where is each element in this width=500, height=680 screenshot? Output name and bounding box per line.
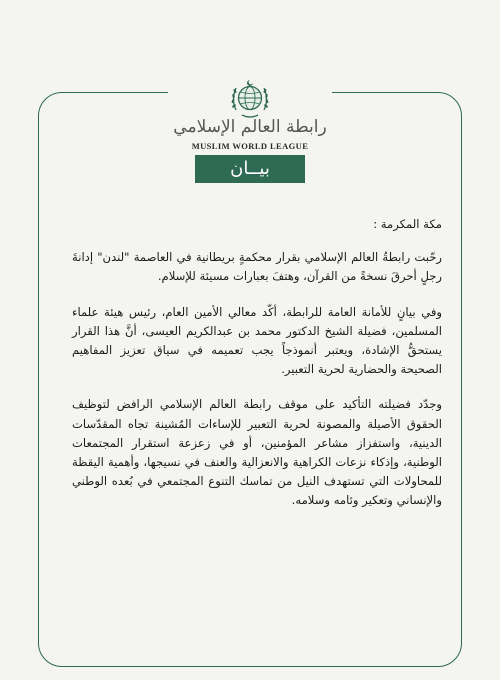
statement-body [72,215,442,527]
paragraph-3: وجدّد فضيلته التأكيد على موقف رابطة العالم الإسلامي الرافض لتوظيف الحقوق الأصيلة والمصونة لحرية التعبير للإساءات المُشينة تجاه المقدّسات الدينية، واستفزاز مشاعر المؤمنين، أو في زعزعة استقرار المجتمعات الوطنية، وإذكاء نزعات الكراهية والانعزالية والعنف في نسيجها، وأهمية اليقظة للمحاولات التي تستهدف النيل من تماسك التنوع المجتمعي في بُعده الوطني والإنساني وتعكير وئامه وسلامه. [72,397,442,508]
paragraph-2: وفي بيانٍ للأمانة العامة للرابطة، أكّد معالي الأمين العام، رئيس هيئة علماء المسلمين، فضيلة الشيخ الدكتور محمد بن عبدالكريم العيسى، أنَّ هذا القرار يستحقُّ الإشادة، ويعتبر أنموذجاً يجب تعميمه في سياق تعزيز المفاهيم الصحيحة والحضارية لحرية التعبير. [72,304,442,377]
dateline-place: مكة المكرمة : [373,217,442,231]
statement-title-badge: بيــان [195,155,305,183]
org-name-english: MUSLIM WORLD LEAGUE [191,141,309,151]
org-name-arabic: رابطة العالم الإسلامي [173,117,327,137]
paragraph-1: رحّبت رابطةُ العالم الإسلامي بقرار محكمةٍ بريطانية في العاصمة "لندن" إدانةَ رجلٍ أحرقَ نسخةً من القرآن، وهتفَ بعبارات مسيئة للإسلام. [72,250,442,284]
globe-emblem-icon [228,76,272,122]
